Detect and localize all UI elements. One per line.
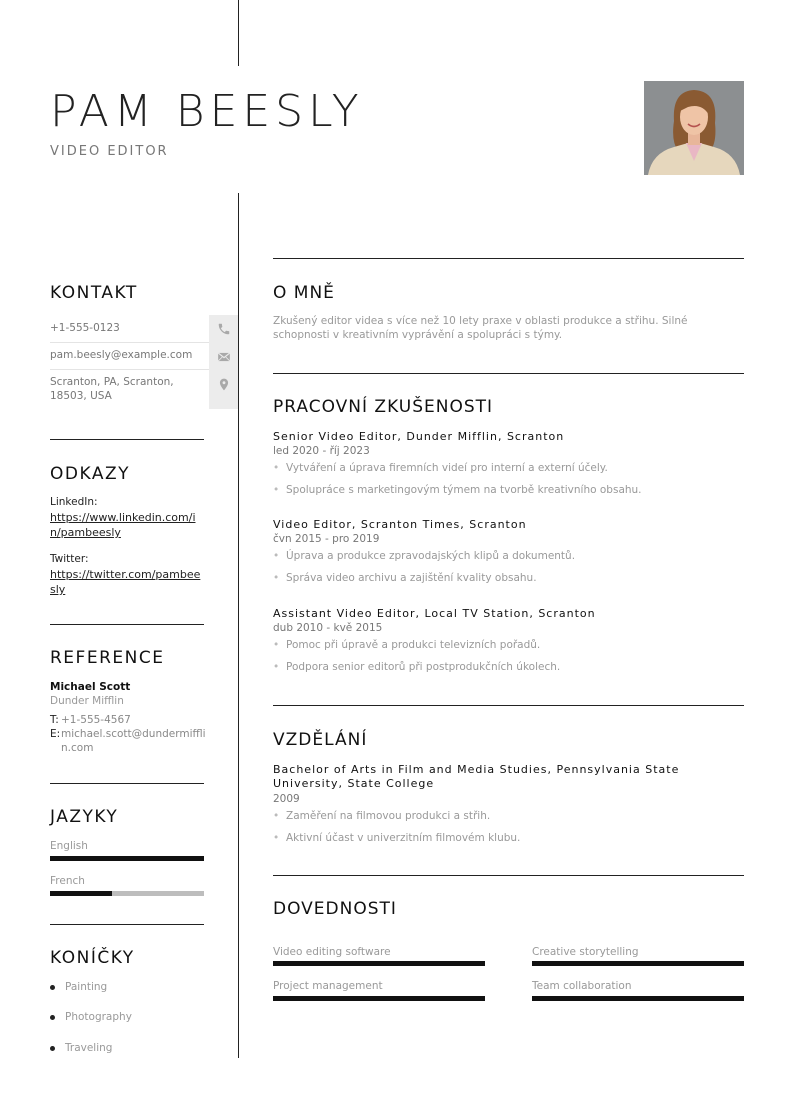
linkedin-link[interactable]: https://www.linkedin.com/in/pambeesly	[50, 511, 196, 539]
twitter-label: Twitter:	[50, 553, 89, 565]
reference-phone-line	[50, 713, 206, 727]
job-entry	[273, 607, 744, 682]
skill-name: Video editing software	[273, 946, 391, 958]
languages-heading: JAZYKY	[50, 807, 119, 827]
job-bullet: • Správa video archivu a zajištění kvality obsahu.	[273, 571, 744, 585]
language-name: French	[50, 875, 85, 887]
section-divider	[50, 924, 204, 925]
reference-name: Michael Scott	[50, 681, 131, 693]
job-bullets	[273, 461, 744, 497]
reference-company: Dunder Mifflin	[50, 695, 124, 707]
hobby-label: Traveling	[65, 1042, 113, 1054]
candidate-title: VIDEO EDITOR	[50, 144, 169, 159]
language-name: English	[50, 840, 88, 852]
section-divider	[273, 373, 744, 374]
job-bullets	[273, 638, 744, 674]
education-entry	[273, 763, 744, 853]
education-bullets	[273, 809, 744, 845]
reference-email-line	[50, 727, 206, 755]
hobby-label: Photography	[65, 1011, 132, 1023]
twitter-link[interactable]: https://twitter.com/pambeesly	[50, 568, 201, 596]
language-level-bar	[50, 856, 204, 861]
hobby-item	[50, 981, 107, 993]
hobby-item	[50, 1042, 112, 1054]
reference-email-key: E:	[50, 728, 61, 740]
skill-level-fill	[532, 961, 744, 966]
job-date: dub 2010 - kvě 2015	[273, 622, 383, 634]
reference-phone[interactable]: +1-555-4567	[61, 714, 131, 726]
skill-level-bar	[273, 961, 485, 966]
hobby-label: Painting	[65, 981, 108, 993]
links-heading: ODKAZY	[50, 464, 130, 484]
job-bullet: • Vytváření a úprava firemních videí pro interní a externí účely.	[273, 461, 744, 475]
section-divider	[273, 875, 744, 876]
language-level-fill	[50, 891, 112, 896]
job-entry	[273, 430, 744, 505]
language-level-fill	[50, 856, 204, 861]
job-title: Senior Video Editor, Dunder Mifflin, Scranton	[273, 430, 565, 443]
job-bullet: • Úprava a produkce zpravodajských klipů a dokumentů.	[273, 549, 744, 563]
education-year: 2009	[273, 793, 300, 805]
bullet-icon	[50, 1015, 55, 1020]
skill-name: Team collaboration	[532, 980, 632, 992]
location-pin-icon	[217, 377, 231, 392]
reference-heading: REFERENCE	[50, 648, 165, 668]
job-bullet: • Spolupráce s marketingovým týmem na tvorbě kreativního obsahu.	[273, 483, 744, 497]
skills-heading: DOVEDNOSTI	[273, 899, 397, 919]
section-divider	[273, 705, 744, 706]
bullet-icon	[50, 985, 55, 990]
reference-phone-key: T:	[50, 714, 59, 726]
job-title: Assistant Video Editor, Local TV Station, Scranton	[273, 607, 596, 620]
skill-level-bar	[532, 996, 744, 1001]
education-heading: VZDĚLÁNÍ	[273, 730, 368, 750]
education-bullet: • Aktivní účast v univerzitním filmovém klubu.	[273, 831, 744, 845]
education-bullet: • Zaměření na filmovou produkci a střih.	[273, 809, 744, 823]
job-bullet: • Podpora senior editorů při postprodukčních úkolech.	[273, 660, 744, 674]
job-date: led 2020 - říj 2023	[273, 445, 370, 457]
section-divider	[50, 783, 204, 784]
section-divider	[273, 258, 744, 259]
skill-level-fill	[273, 961, 485, 966]
skill-level-fill	[273, 996, 485, 1001]
divider-main	[238, 193, 239, 1058]
education-degree: Bachelor of Arts in Film and Media Studies, Pennsylvania State University, State College	[273, 763, 680, 790]
hobbies-heading: KONÍČKY	[50, 948, 135, 968]
section-divider	[50, 624, 204, 625]
job-entry	[273, 518, 744, 593]
contact-email[interactable]: pam.beesly@example.com	[50, 349, 193, 361]
profile-photo-image	[644, 81, 744, 175]
divider-top	[238, 0, 239, 66]
hobby-item	[50, 1011, 132, 1023]
reference-email[interactable]: michael.scott@dundermifflin.com	[61, 728, 206, 754]
job-date: čvn 2015 - pro 2019	[273, 533, 380, 545]
phone-icon	[217, 322, 231, 336]
skill-level-fill	[532, 996, 744, 1001]
job-bullet: • Pomoc při úpravě a produkci televizních pořadů.	[273, 638, 744, 652]
bullet-icon	[50, 1046, 55, 1051]
language-level-bar	[50, 891, 204, 896]
about-heading: O MNĚ	[273, 283, 335, 303]
contact-address: Scranton, PA, Scranton, 18503, USA	[50, 376, 174, 402]
contact-heading: KONTAKT	[50, 283, 138, 303]
job-bullets	[273, 549, 744, 585]
job-title: Video Editor, Scranton Times, Scranton	[273, 518, 527, 531]
linkedin-label: LinkedIn:	[50, 496, 98, 508]
candidate-name: PAM BEESLY	[50, 86, 364, 137]
contact-phone[interactable]: +1-555-0123	[50, 322, 120, 334]
profile-photo	[644, 81, 744, 175]
experience-heading: PRACOVNÍ ZKUŠENOSTI	[273, 397, 494, 417]
contact-icon-strip	[209, 315, 238, 409]
skill-level-bar	[532, 961, 744, 966]
skill-level-bar	[273, 996, 485, 1001]
skill-name: Project management	[273, 980, 383, 992]
skill-name: Creative storytelling	[532, 946, 639, 958]
envelope-icon	[217, 350, 231, 364]
about-text: Zkušený editor videa s více než 10 lety praxe v oblasti produkce a střihu. Silné schopnosti v kreativním vyprávění a spolupráci s týmy.	[273, 315, 688, 341]
section-divider	[50, 439, 204, 440]
